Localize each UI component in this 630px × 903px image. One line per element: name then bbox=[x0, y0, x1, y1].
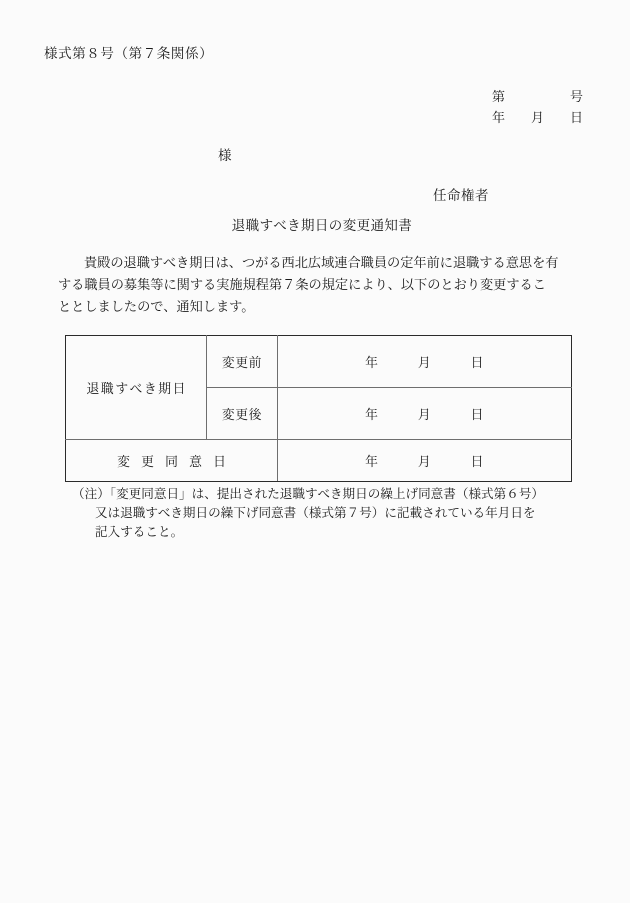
value-after-change[interactable] bbox=[278, 388, 572, 440]
date-blank-before-change: 年 月 日 bbox=[365, 356, 484, 370]
value-before-change[interactable] bbox=[278, 336, 572, 388]
row-label-consent-date: 変 更 同 意 日 bbox=[66, 440, 278, 482]
body-line-3: ととしましたので、通知します。 bbox=[58, 299, 255, 314]
page-title: 退職すべき期日の変更通知書 bbox=[231, 218, 413, 233]
sub-label-before-change: 変更前 bbox=[207, 336, 278, 388]
issuing-authority: 任命権者 bbox=[433, 188, 489, 203]
table-row-consent-date bbox=[66, 440, 572, 482]
form-number: 様式第８号（第７条関係） bbox=[44, 46, 214, 61]
sub-label-after-change: 変更後 bbox=[207, 388, 278, 440]
footnote-line-1: （注）「変更同意日」は、提出された退職すべき期日の繰上げ同意書（様式第６号） bbox=[72, 487, 545, 501]
date-blank-consent-date: 年 月 日 bbox=[365, 455, 484, 469]
value-consent-date[interactable] bbox=[278, 440, 572, 482]
row-label-retirement-date: 退職すべき期日 bbox=[66, 336, 207, 440]
footnote-line-2: 又は退職すべき期日の繰下げ同意書（様式第７号）に記載されている年月日を bbox=[95, 506, 536, 520]
body-paragraph bbox=[58, 252, 574, 318]
footnote-line-3: 記入すること。 bbox=[95, 525, 184, 539]
document-meta-block bbox=[492, 86, 583, 128]
document-date-field: 年 月 日 bbox=[491, 110, 583, 125]
addressee-honorific: 様 bbox=[218, 148, 232, 163]
table-row-before-change bbox=[66, 336, 572, 388]
date-blank-after-change: 年 月 日 bbox=[365, 408, 484, 422]
document-number-field: 第 号 bbox=[491, 89, 583, 104]
retirement-date-table bbox=[65, 335, 572, 482]
footnote-block bbox=[72, 485, 584, 542]
body-line-2: する職員の募集等に関する実施規程第７条の規定により、以下のとおり変更するこ bbox=[58, 277, 546, 292]
body-line-1: 貴殿の退職すべき期日は、つがる西北広域連合職員の定年前に退職する意思を有 bbox=[84, 255, 559, 270]
